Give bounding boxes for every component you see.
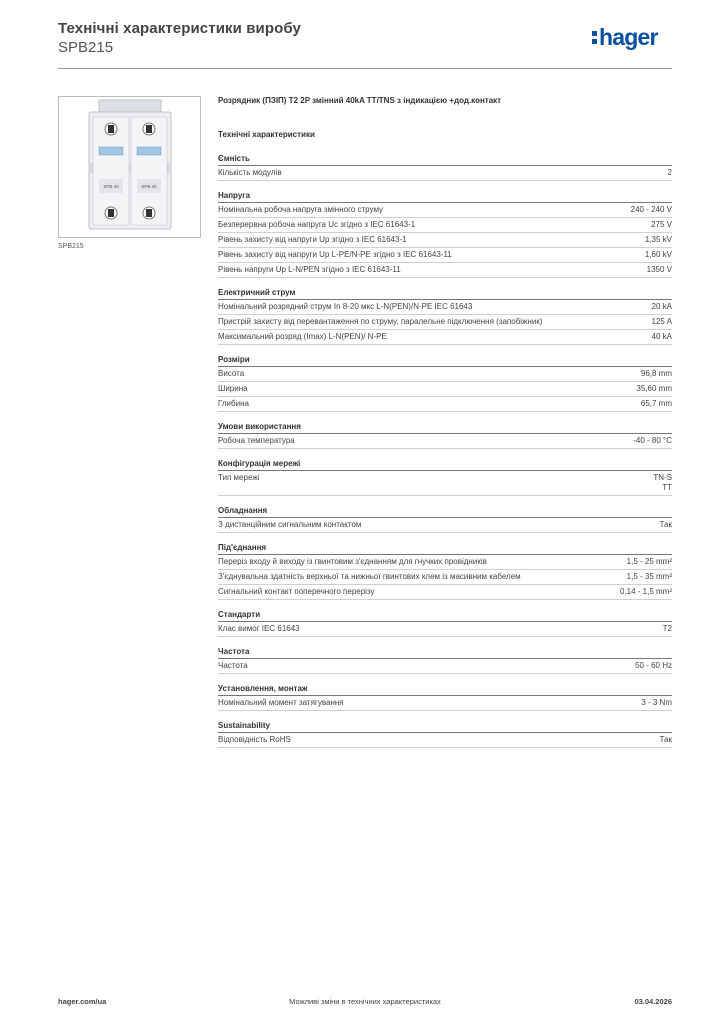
product-description: Розрядник (ПЗІП) Т2 2P змінний 40kA TT/TNS з індикацією +дод.контакт (218, 96, 502, 105)
spec-section (218, 288, 672, 345)
spec-row (218, 300, 672, 315)
spec-label: Рівень захисту від напруги Up згідно з IEC 61643-1 (218, 235, 407, 244)
spec-row (218, 166, 672, 181)
spec-value: 0,14 - 1,5 mm² (619, 587, 672, 596)
spec-value: TN-S TT (653, 473, 672, 492)
spec-value: -40 - 80 °C (633, 436, 672, 445)
spec-section (218, 543, 672, 600)
spec-section (218, 721, 672, 748)
spec-label: Частота (218, 661, 248, 670)
spec-label: Максимальний розряд (Imax) L-N(PEN)/ N-PE (218, 332, 387, 341)
spec-row (218, 315, 672, 330)
section-title: Ємність (218, 154, 672, 166)
spec-value: 20 kA (651, 302, 672, 311)
spec-content (218, 96, 672, 748)
spec-row (218, 696, 672, 711)
page-header (58, 20, 301, 56)
header-divider (58, 68, 672, 69)
spec-value: T2 (662, 624, 672, 633)
section-title: Частота (218, 647, 672, 659)
spec-value: 1350 V (646, 265, 672, 274)
spec-label: З дистанційним сигнальним контактом (218, 520, 362, 529)
spec-value: 275 V (651, 220, 672, 229)
spec-value: 1,60 kV (644, 250, 672, 259)
spec-value: 1,5 - 25 mm² (626, 557, 672, 566)
spec-section (218, 191, 672, 278)
spec-section (218, 647, 672, 674)
spec-value: 65,7 mm (640, 399, 672, 408)
spec-label: Робоча температура (218, 436, 295, 445)
spec-section (218, 684, 672, 711)
section-title: Під'єднання (218, 543, 672, 555)
spec-label: Безперервна робоча напруга Uc згідно з IEC 61643-1 (218, 220, 416, 229)
spec-label: Кількість модулів (218, 168, 282, 177)
spec-row (218, 203, 672, 218)
spec-value: Так (659, 520, 672, 529)
hager-logo (592, 26, 658, 49)
spec-label: Відповідність RoHS (218, 735, 291, 744)
logo-text: hager (599, 24, 658, 50)
product-code: SPB215 (58, 39, 114, 56)
spec-label: Номінальний розрядний струм In 8-20 мкс L-N(PEN)/N-PE IEC 61643 (218, 302, 473, 311)
section-title: Установлення, монтаж (218, 684, 672, 696)
spec-value: 125 A (651, 317, 672, 326)
product-image-label-left: SPB 40 (103, 184, 119, 189)
spec-heading: Технічні характеристики (218, 130, 315, 139)
image-caption: SPB215 (58, 243, 84, 250)
spec-row (218, 622, 672, 637)
spec-section (218, 154, 672, 181)
spec-label: Висота (218, 369, 245, 378)
surge-arrester-icon (59, 97, 200, 237)
spec-value: 40 kA (651, 332, 672, 341)
spec-label: Рівень напруги Up L-N/PEN згідно з IEC 61643-11 (218, 265, 401, 274)
spec-row (218, 555, 672, 570)
section-title: Стандарти (218, 610, 672, 622)
product-image-label-right: SPB 40 (141, 184, 157, 189)
spec-value: 35,60 mm (636, 384, 672, 393)
spec-label: З'єднувальна здатність верхньої та нижньої гвинтових клем із масивним кабелем (218, 572, 521, 581)
spec-value: Так (659, 735, 672, 744)
spec-label: Пристрій захисту від перевантаження по струму, паралельне підключення (запобіжник) (218, 317, 543, 326)
section-title: Обладнання (218, 506, 672, 518)
footer-date: 03.04.2026 (634, 997, 672, 1006)
spec-row (218, 570, 672, 585)
spec-sections (218, 154, 672, 748)
spec-label: Номінальний момент затягування (218, 698, 344, 707)
spec-label: Ширина (218, 384, 248, 393)
spec-label: Глибина (218, 399, 249, 408)
spec-label: Рівень захисту від напруги Up L-PE/N-PE згідно з IEC 61643-11 (218, 250, 452, 259)
spec-section (218, 506, 672, 533)
spec-value: 240 - 240 V (630, 205, 672, 214)
spec-section (218, 355, 672, 412)
spec-section (218, 459, 672, 496)
spec-section (218, 422, 672, 449)
footer-website: hager.com/ua (58, 997, 107, 1006)
spec-value: 1,35 kV (644, 235, 672, 244)
spec-row (218, 434, 672, 449)
spec-value: 2 (667, 168, 672, 177)
spec-row (218, 382, 672, 397)
spec-row (218, 367, 672, 382)
footer-note: Можливі зміни в технічних характеристиках (289, 997, 441, 1006)
spec-row (218, 263, 672, 278)
spec-label: Клас вимог IEC 61643 (218, 624, 300, 633)
section-title: Електричний струм (218, 288, 672, 300)
product-image (58, 96, 201, 238)
section-title: Умови використання (218, 422, 672, 434)
spec-label: Тип мережі (218, 473, 260, 482)
spec-row (218, 471, 672, 496)
spec-label: Номінальна робоча напруга змінного струму (218, 205, 384, 214)
spec-row (218, 659, 672, 674)
section-title: Конфігурація мережі (218, 459, 672, 471)
logo-dots-icon (592, 31, 597, 44)
page-title: Технічні характеристики виробу (58, 20, 301, 37)
spec-value: 1,5 - 35 mm² (626, 572, 672, 581)
spec-row (218, 218, 672, 233)
spec-row (218, 248, 672, 263)
spec-value: 3 - 3 Nm (641, 698, 672, 707)
spec-value: 50 - 60 Hz (635, 661, 672, 670)
spec-label: Сигнальний контакт поперечного перерізу (218, 587, 375, 596)
spec-row (218, 518, 672, 533)
spec-section (218, 610, 672, 637)
spec-value: 96,8 mm (640, 369, 672, 378)
spec-label: Переріз входу й виходу із гвинтовим з'єднанням для гнучких провідників (218, 557, 487, 566)
spec-row (218, 397, 672, 412)
section-title: Напруга (218, 191, 672, 203)
section-title: Розміри (218, 355, 672, 367)
spec-row (218, 585, 672, 600)
spec-row (218, 733, 672, 748)
spec-row (218, 233, 672, 248)
section-title: Sustainability (218, 721, 672, 733)
spec-row (218, 330, 672, 345)
